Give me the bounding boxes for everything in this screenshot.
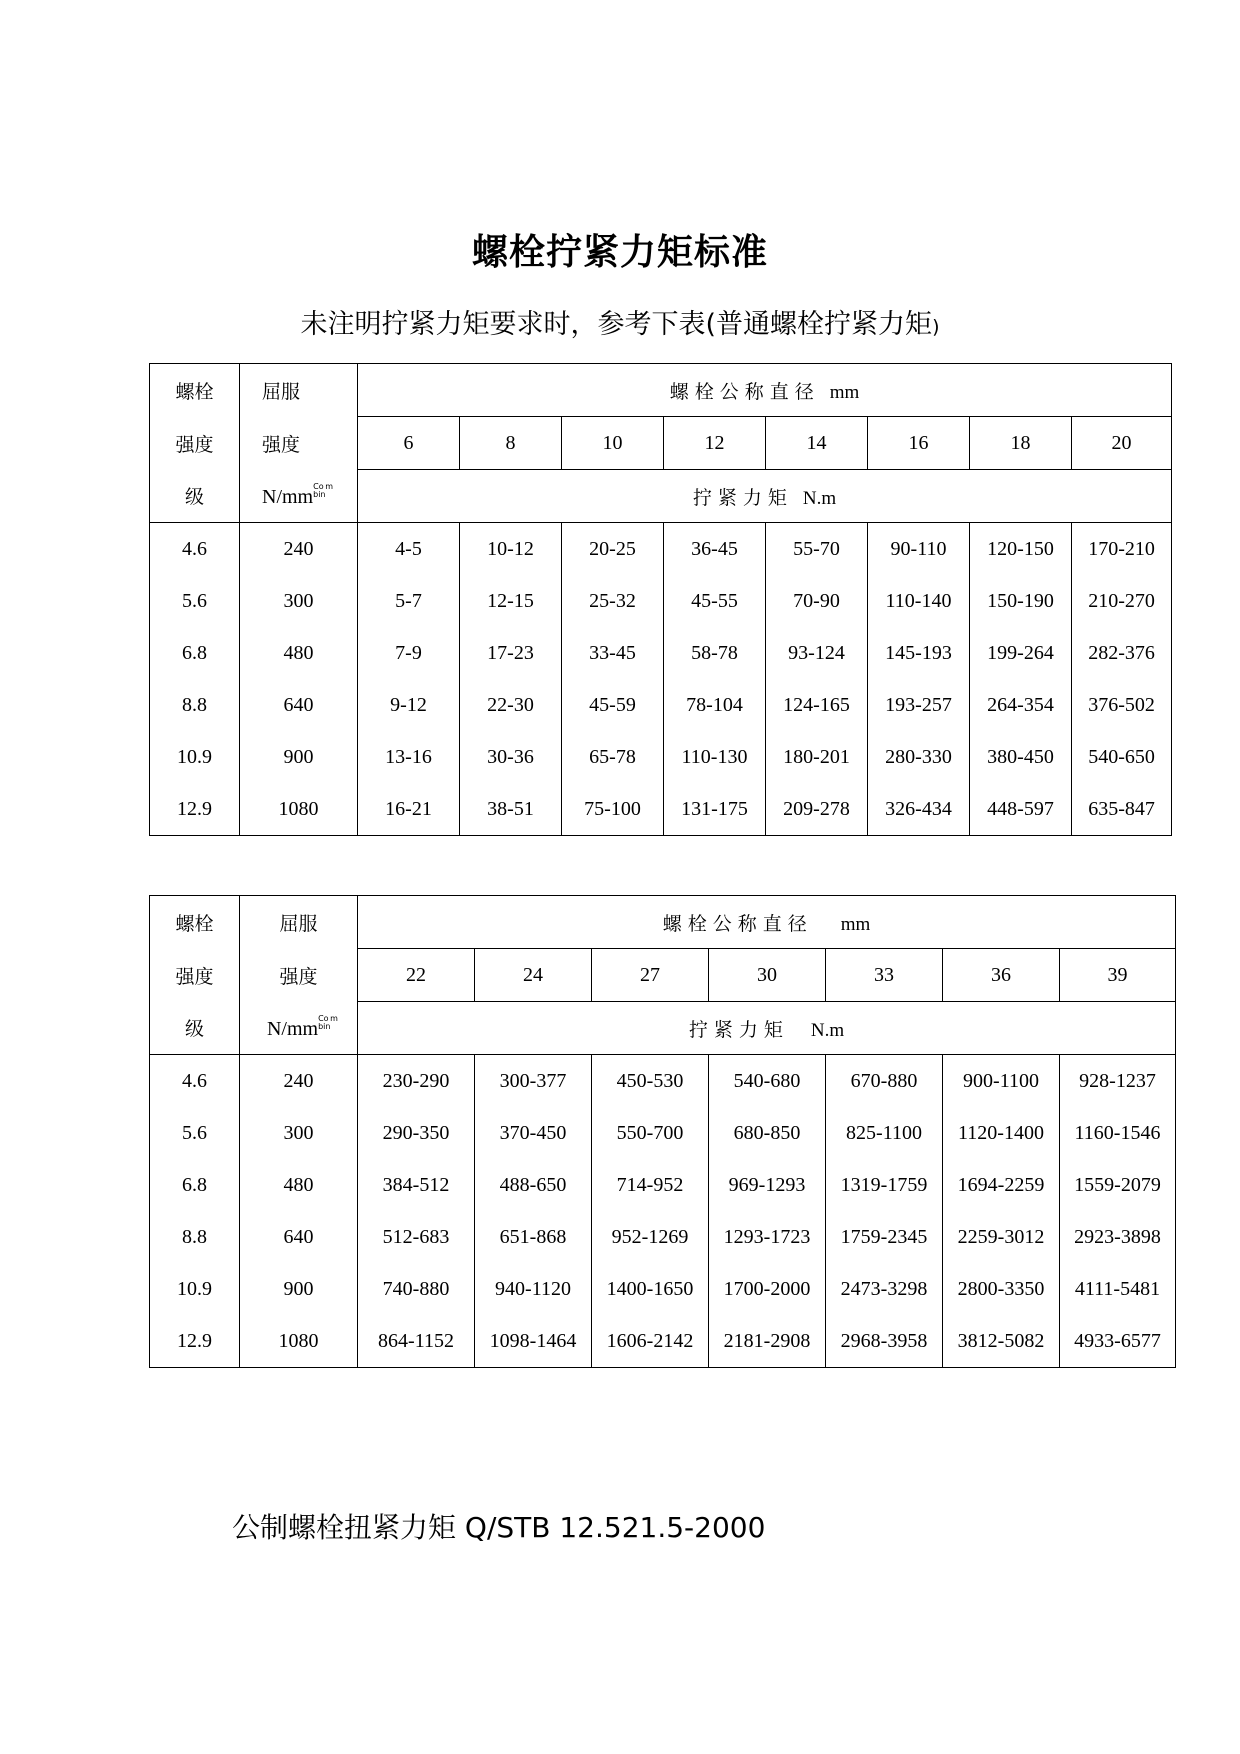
grade-cell: 10.9 <box>150 1263 240 1315</box>
torque-value-cell: 22-30 <box>460 679 562 731</box>
grade-cell: 6.8 <box>150 627 240 679</box>
torque-value-cell: 110-140 <box>868 575 970 627</box>
grade-cell: 4.6 <box>150 1055 240 1108</box>
grade-header-line1: 螺栓 <box>150 896 240 949</box>
diameter-row <box>150 417 1172 470</box>
torque-value-cell: 380-450 <box>970 731 1072 783</box>
torque-value-cell: 450-530 <box>592 1055 709 1108</box>
diameter-cell: 30 <box>709 949 826 1002</box>
torque-value-cell: 25-32 <box>562 575 664 627</box>
torque-value-cell: 940-1120 <box>475 1263 592 1315</box>
torque-value-cell: 370-450 <box>475 1107 592 1159</box>
torque-value-cell: 384-512 <box>358 1159 475 1211</box>
yield-header-line3 <box>240 1002 358 1055</box>
torque-value-cell: 145-193 <box>868 627 970 679</box>
yield-unit: N/mm <box>262 485 314 508</box>
torque-value-cell: 36-45 <box>664 523 766 576</box>
torque-value-cell: 45-59 <box>562 679 664 731</box>
torque-value-cell: 1120-1400 <box>943 1107 1060 1159</box>
page-subtitle <box>0 302 1240 341</box>
diameter-unit: mm <box>829 381 860 403</box>
yield-strength-cell: 640 <box>240 679 358 731</box>
torque-value-cell: 4111-5481 <box>1060 1263 1176 1315</box>
table-header-row <box>150 364 1172 417</box>
torque-value-cell: 550-700 <box>592 1107 709 1159</box>
torque-value-cell: 488-650 <box>475 1159 592 1211</box>
torque-value-cell: 900-1100 <box>943 1055 1060 1108</box>
torque-value-cell: 740-880 <box>358 1263 475 1315</box>
table-row <box>150 1159 1176 1211</box>
torque-value-cell: 448-597 <box>970 783 1072 836</box>
torque-value-cell: 300-377 <box>475 1055 592 1108</box>
torque-value-cell: 969-1293 <box>709 1159 826 1211</box>
grade-header-line2: 强度 <box>150 949 240 1002</box>
torque-unit: N.m <box>810 1019 845 1041</box>
diameter-label: 螺栓公称直径 <box>662 912 813 935</box>
torque-header-row <box>150 1002 1176 1055</box>
table-row <box>150 523 1172 576</box>
torque-table-m6-m20 <box>149 363 1172 836</box>
torque-value-cell: 9-12 <box>358 679 460 731</box>
torque-value-cell: 75-100 <box>562 783 664 836</box>
yield-strength-cell: 480 <box>240 627 358 679</box>
torque-value-cell: 16-21 <box>358 783 460 836</box>
table-row <box>150 627 1172 679</box>
torque-value-cell: 58-78 <box>664 627 766 679</box>
torque-value-cell: 540-650 <box>1072 731 1172 783</box>
diameter-cell: 20 <box>1072 417 1172 470</box>
torque-value-cell: 670-880 <box>826 1055 943 1108</box>
yield-strength-cell: 900 <box>240 731 358 783</box>
torque-value-cell: 1400-1650 <box>592 1263 709 1315</box>
page-title: 螺栓拧紧力矩标准 <box>471 232 768 273</box>
torque-value-cell: 864-1152 <box>358 1315 475 1368</box>
torque-value-cell: 20-25 <box>562 523 664 576</box>
torque-value-cell: 1759-2345 <box>826 1211 943 1263</box>
torque-value-cell: 7-9 <box>358 627 460 679</box>
grade-cell: 5.6 <box>150 575 240 627</box>
diameter-header <box>358 896 1176 949</box>
torque-value-cell: 70-90 <box>766 575 868 627</box>
table-row <box>150 1211 1176 1263</box>
torque-value-cell: 17-23 <box>460 627 562 679</box>
torque-value-cell: 2181-2908 <box>709 1315 826 1368</box>
table-row <box>150 1055 1176 1108</box>
torque-value-cell: 1606-2142 <box>592 1315 709 1368</box>
torque-value-cell: 2923-3898 <box>1060 1211 1176 1263</box>
torque-value-cell: 280-330 <box>868 731 970 783</box>
torque-value-cell: 150-190 <box>970 575 1072 627</box>
torque-table-m22-m39 <box>149 895 1176 1368</box>
torque-value-cell: 13-16 <box>358 731 460 783</box>
torque-value-cell: 540-680 <box>709 1055 826 1108</box>
table-header-row <box>150 896 1176 949</box>
diameter-cell: 10 <box>562 417 664 470</box>
diameter-cell: 14 <box>766 417 868 470</box>
table-row <box>150 731 1172 783</box>
diameter-cell: 22 <box>358 949 475 1002</box>
torque-header <box>358 470 1172 523</box>
torque-value-cell: 1160-1546 <box>1060 1107 1176 1159</box>
diameter-cell: 12 <box>664 417 766 470</box>
yield-strength-cell: 640 <box>240 1211 358 1263</box>
grade-cell: 10.9 <box>150 731 240 783</box>
torque-value-cell: 952-1269 <box>592 1211 709 1263</box>
torque-value-cell: 680-850 <box>709 1107 826 1159</box>
torque-value-cell: 55-70 <box>766 523 868 576</box>
torque-value-cell: 2800-3350 <box>943 1263 1060 1315</box>
torque-value-cell: 290-350 <box>358 1107 475 1159</box>
subtitle-text: 未注明拧紧力矩要求时，参考下表(普通螺栓拧紧力矩 <box>300 309 933 340</box>
diameter-cell: 27 <box>592 949 709 1002</box>
torque-value-cell: 5-7 <box>358 575 460 627</box>
torque-value-cell: 110-130 <box>664 731 766 783</box>
torque-value-cell: 210-270 <box>1072 575 1172 627</box>
subtitle-close-paren: ) <box>932 316 940 338</box>
diameter-cell: 18 <box>970 417 1072 470</box>
torque-value-cell: 230-290 <box>358 1055 475 1108</box>
torque-value-cell: 512-683 <box>358 1211 475 1263</box>
diameter-header <box>358 364 1172 417</box>
yield-strength-cell: 1080 <box>240 783 358 836</box>
torque-value-cell: 928-1237 <box>1060 1055 1176 1108</box>
torque-value-cell: 1319-1759 <box>826 1159 943 1211</box>
yield-header-line2: 强度 <box>240 417 358 470</box>
diameter-cell: 16 <box>868 417 970 470</box>
torque-value-cell: 376-502 <box>1072 679 1172 731</box>
diameter-unit: mm <box>840 913 871 935</box>
table1-body <box>150 523 1172 836</box>
torque-value-cell: 10-12 <box>460 523 562 576</box>
torque-value-cell: 264-354 <box>970 679 1072 731</box>
torque-value-cell: 1098-1464 <box>475 1315 592 1368</box>
torque-value-cell: 38-51 <box>460 783 562 836</box>
diameter-cell: 24 <box>475 949 592 1002</box>
diameter-label: 螺栓公称直径 <box>669 380 820 403</box>
torque-header <box>358 1002 1176 1055</box>
torque-value-cell: 30-36 <box>460 731 562 783</box>
torque-unit: N.m <box>802 487 837 509</box>
torque-value-cell: 326-434 <box>868 783 970 836</box>
torque-value-cell: 2259-3012 <box>943 1211 1060 1263</box>
torque-value-cell: 193-257 <box>868 679 970 731</box>
torque-header-row <box>150 470 1172 523</box>
yield-strength-cell: 240 <box>240 523 358 576</box>
yield-strength-cell: 300 <box>240 1107 358 1159</box>
torque-value-cell: 12-15 <box>460 575 562 627</box>
torque-value-cell: 4933-6577 <box>1060 1315 1176 1368</box>
yield-header-line1: 屈服 <box>240 896 358 949</box>
table-row <box>150 575 1172 627</box>
yield-unit: N/mm <box>266 1017 319 1040</box>
torque-value-cell: 180-201 <box>766 731 868 783</box>
table-row <box>150 1107 1176 1159</box>
torque-value-cell: 282-376 <box>1072 627 1172 679</box>
torque-value-cell: 1293-1723 <box>709 1211 826 1263</box>
torque-value-cell: 45-55 <box>664 575 766 627</box>
yield-strength-cell: 480 <box>240 1159 358 1211</box>
yield-unit-superscript: Co m bin <box>313 481 333 499</box>
torque-value-cell: 93-124 <box>766 627 868 679</box>
torque-value-cell: 4-5 <box>358 523 460 576</box>
diameter-cell: 6 <box>358 417 460 470</box>
yield-strength-cell: 300 <box>240 575 358 627</box>
torque-label: 拧紧力矩 <box>688 1018 789 1041</box>
table-row <box>150 783 1172 836</box>
torque-value-cell: 131-175 <box>664 783 766 836</box>
diameter-cell: 8 <box>460 417 562 470</box>
torque-value-cell: 1700-2000 <box>709 1263 826 1315</box>
torque-value-cell: 635-847 <box>1072 783 1172 836</box>
grade-header-line3: 级 <box>150 1002 240 1055</box>
torque-value-cell: 33-45 <box>562 627 664 679</box>
yield-header-line2: 强度 <box>240 949 358 1002</box>
table-row <box>150 1315 1176 1368</box>
table-row <box>150 1263 1176 1315</box>
torque-label: 拧紧力矩 <box>692 486 793 509</box>
diameter-cell: 39 <box>1060 949 1176 1002</box>
yield-strength-cell: 240 <box>240 1055 358 1108</box>
diameter-cell: 36 <box>943 949 1060 1002</box>
table2-body <box>150 1055 1176 1368</box>
diameter-cell: 33 <box>826 949 943 1002</box>
torque-value-cell: 3812-5082 <box>943 1315 1060 1368</box>
torque-value-cell: 714-952 <box>592 1159 709 1211</box>
grade-header-line2: 强度 <box>150 417 240 470</box>
torque-value-cell: 78-104 <box>664 679 766 731</box>
diameter-row <box>150 949 1176 1002</box>
grade-cell: 12.9 <box>150 1315 240 1368</box>
torque-value-cell: 120-150 <box>970 523 1072 576</box>
torque-value-cell: 124-165 <box>766 679 868 731</box>
torque-value-cell: 651-868 <box>475 1211 592 1263</box>
torque-value-cell: 825-1100 <box>826 1107 943 1159</box>
torque-value-cell: 1559-2079 <box>1060 1159 1176 1211</box>
yield-header-line3 <box>240 470 358 523</box>
torque-value-cell: 65-78 <box>562 731 664 783</box>
table-row <box>150 679 1172 731</box>
yield-strength-cell: 900 <box>240 1263 358 1315</box>
grade-header-line3: 级 <box>150 470 240 523</box>
grade-cell: 5.6 <box>150 1107 240 1159</box>
torque-value-cell: 2968-3958 <box>826 1315 943 1368</box>
torque-value-cell: 170-210 <box>1072 523 1172 576</box>
grade-cell: 12.9 <box>150 783 240 836</box>
footer-standard-note: 公制螺栓扭紧力矩 Q/STB 12.521.5-2000 <box>232 1511 766 1544</box>
grade-cell: 4.6 <box>150 523 240 576</box>
torque-value-cell: 209-278 <box>766 783 868 836</box>
torque-value-cell: 2473-3298 <box>826 1263 943 1315</box>
grade-cell: 8.8 <box>150 679 240 731</box>
torque-value-cell: 90-110 <box>868 523 970 576</box>
yield-unit-superscript: Co m bin <box>318 1013 338 1031</box>
grade-header-line1: 螺栓 <box>150 364 240 417</box>
grade-cell: 6.8 <box>150 1159 240 1211</box>
yield-header-line1: 屈服 <box>240 364 358 417</box>
grade-cell: 8.8 <box>150 1211 240 1263</box>
yield-strength-cell: 1080 <box>240 1315 358 1368</box>
torque-value-cell: 1694-2259 <box>943 1159 1060 1211</box>
torque-value-cell: 199-264 <box>970 627 1072 679</box>
